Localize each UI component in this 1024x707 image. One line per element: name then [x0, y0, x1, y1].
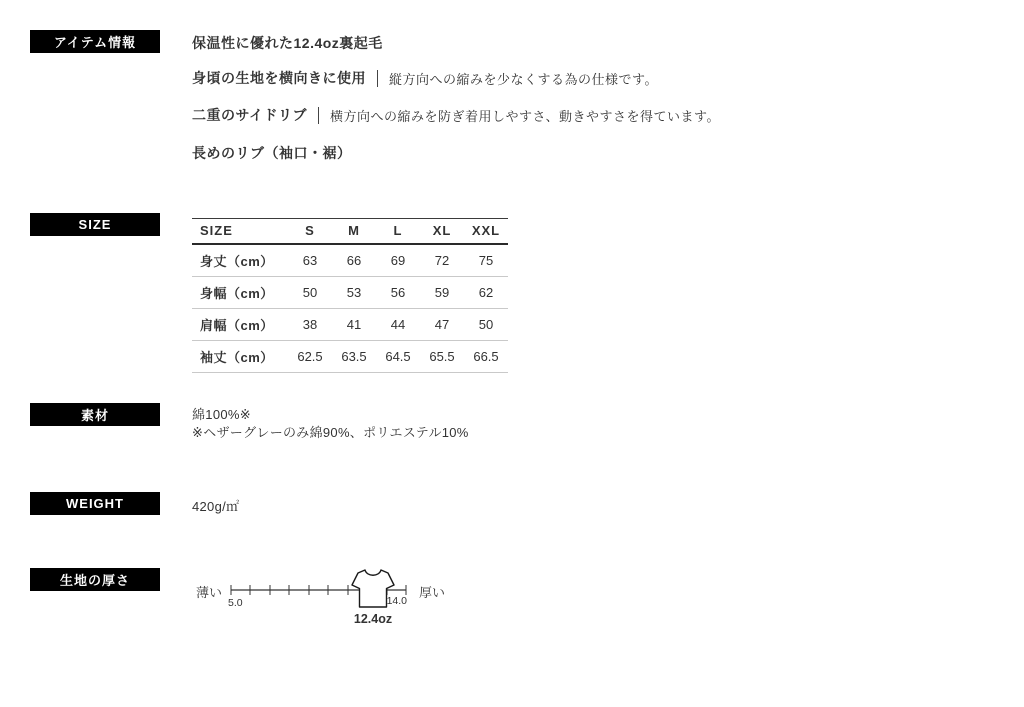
size-cell: 38: [288, 309, 332, 341]
size-table-header-cell: XXL: [464, 219, 508, 245]
thick-label: 厚い: [419, 585, 446, 600]
table-row: [192, 244, 508, 277]
material-badge: 素材: [30, 403, 160, 426]
size-cell: 53: [332, 277, 376, 309]
size-cell: 59: [420, 277, 464, 309]
size-cell: 44: [376, 309, 420, 341]
scale-min-label: 5.0: [228, 597, 243, 609]
size-row-label: 身丈（cm）: [192, 244, 288, 277]
item-info-badge: アイテム情報: [30, 30, 160, 53]
thin-label: 薄い: [196, 585, 223, 600]
size-cell: 47: [420, 309, 464, 341]
size-table-header-cell: XL: [420, 219, 464, 245]
table-row: [192, 277, 508, 309]
size-table: [192, 218, 508, 373]
size-cell: 50: [288, 277, 332, 309]
feature-row: [192, 68, 658, 88]
size-cell: 75: [464, 244, 508, 277]
size-cell: 41: [332, 309, 376, 341]
thickness-scale: [192, 560, 482, 638]
size-table-header-cell: L: [376, 219, 420, 245]
size-cell: 72: [420, 244, 464, 277]
feature-divider: [318, 107, 319, 124]
size-cell: 62.5: [288, 341, 332, 373]
size-table-header-cell: M: [332, 219, 376, 245]
scale-max-label: 14.0: [386, 595, 407, 607]
size-cell: 63: [288, 244, 332, 277]
table-row: [192, 309, 508, 341]
thickness-value-label: 12.4oz: [353, 612, 393, 626]
size-cell: 69: [376, 244, 420, 277]
weight-value: 420g/㎡: [192, 499, 240, 514]
size-cell: 65.5: [420, 341, 464, 373]
material-note: ※ヘザーグレーのみ綿90%、ポリエステル10%: [192, 425, 469, 440]
feature-desc: 縦方向への縮みを少なくする為の仕様です。: [389, 71, 658, 87]
table-row: [192, 341, 508, 373]
feature-row: [192, 105, 720, 125]
size-table-header-cell: S: [288, 219, 332, 245]
size-cell: 66.5: [464, 341, 508, 373]
size-cell: 64.5: [376, 341, 420, 373]
size-cell: 50: [464, 309, 508, 341]
thickness-badge: 生地の厚さ: [30, 568, 160, 591]
feature-title: 身頃の生地を横向きに使用: [192, 70, 366, 86]
item-headline: 保温性に優れた12.4oz裏起毛: [192, 35, 383, 51]
feature-divider: [377, 70, 378, 87]
size-cell: 56: [376, 277, 420, 309]
weight-badge: WEIGHT: [30, 492, 160, 515]
size-row-label: 袖丈（cm）: [192, 341, 288, 373]
size-row-label: 身幅（cm）: [192, 277, 288, 309]
size-cell: 62: [464, 277, 508, 309]
size-table-header-row: [192, 219, 508, 245]
feature-title: 長めのリブ（袖口・裾）: [192, 145, 352, 161]
material-text: [192, 406, 469, 442]
size-table-header-cell: SIZE: [192, 219, 288, 245]
feature-desc: 横方向への縮みを防ぎ着用しやすさ、動きやすさを得ています。: [330, 108, 720, 124]
thickness-ruler: [224, 562, 414, 618]
feature-title: 二重のサイドリブ: [192, 107, 308, 123]
size-row-label: 肩幅（cm）: [192, 309, 288, 341]
feature-row: [192, 143, 352, 163]
size-cell: 63.5: [332, 341, 376, 373]
material-line: 綿100%※: [192, 407, 251, 422]
size-cell: 66: [332, 244, 376, 277]
size-badge: SIZE: [30, 213, 160, 236]
